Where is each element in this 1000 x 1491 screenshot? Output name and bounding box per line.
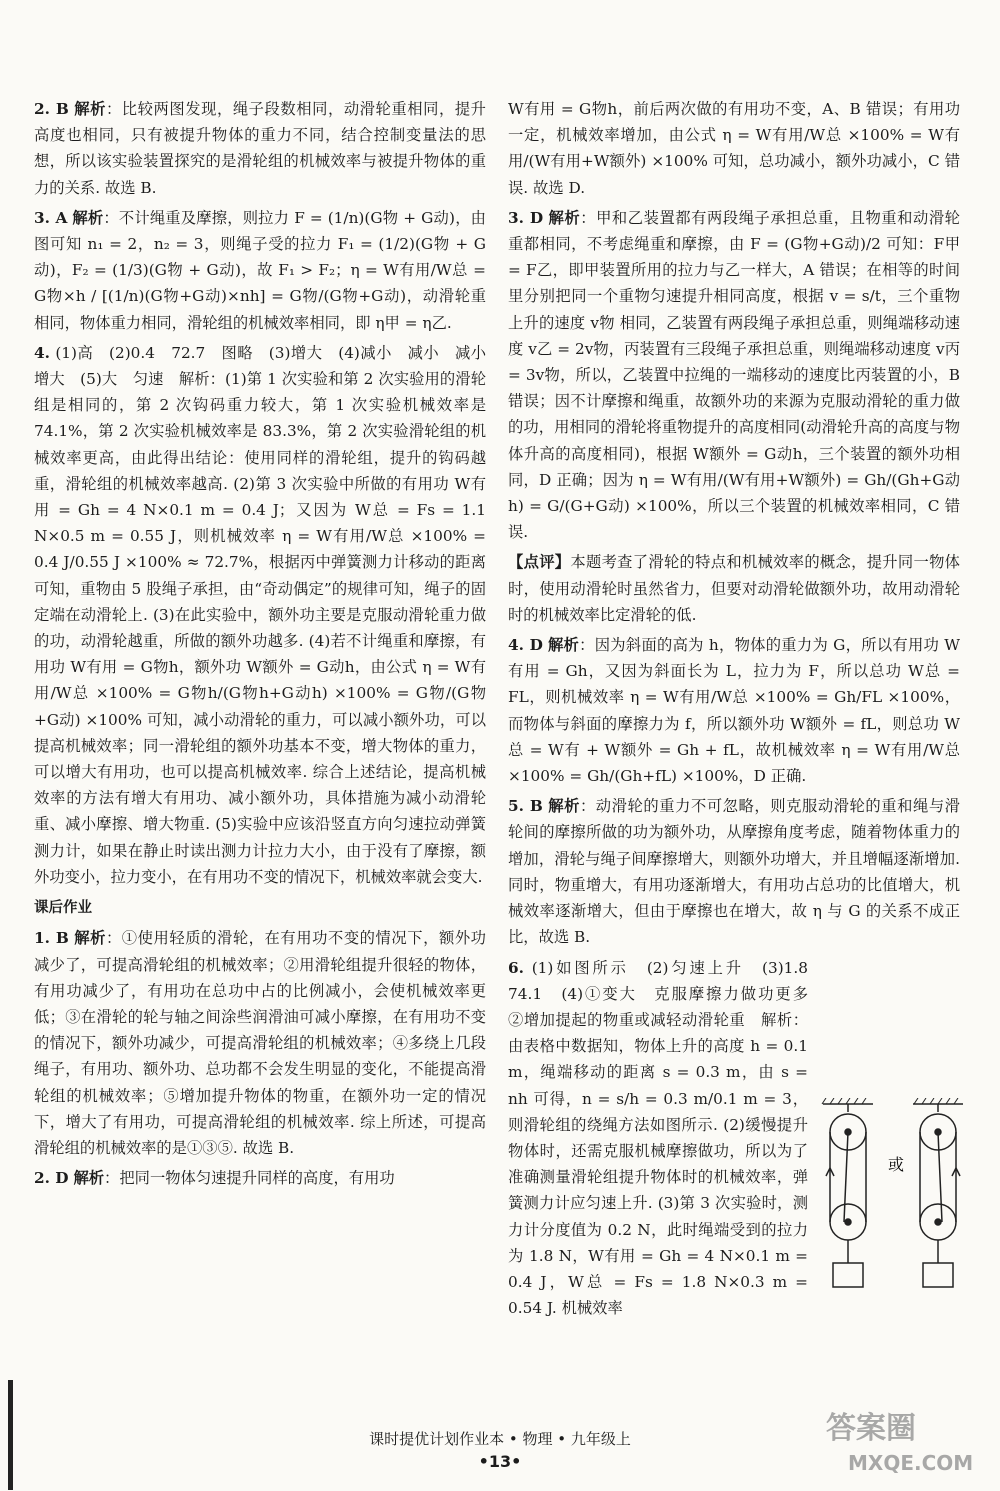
analysis-label: 解析 [547, 636, 580, 655]
pulley-system-left [822, 1098, 873, 1287]
question-number: 3. D [508, 208, 544, 227]
question-number: 1. B [34, 929, 69, 948]
question-number: 4. [34, 343, 50, 362]
answer-item [508, 96, 960, 201]
answer-item [34, 340, 502, 890]
analysis-label: 解析 [72, 208, 104, 227]
question-number: 6. [508, 958, 524, 977]
remark-label: 【点评】 [508, 553, 571, 572]
analysis-text: ：不计绳重及摩擦，则拉力 F = (1/n)(G物 + G动)，由图可知 n₁ = 2，n₂ = 3，则绳子受的拉力 F₁ = (1/2)(G物 + G动)，F₂ = (1/3)(G物 + G动)，故 F₁ > F₂；η = W有用/W总 = G物×h / [(1/n)(G物+G动)×nh] = G物/(G物+G动)，动滑轮重相同，物体重力相同，滑轮组的机械效率相同，即 η甲 = η乙. [34, 208, 486, 332]
or-label: 或 [888, 1155, 905, 1174]
question-number: 5. B [508, 797, 543, 816]
analysis-text: ：动滑轮的重力不可忽略，则克服动滑轮的重和绳与滑轮间的摩擦所做的功为额外功，从摩擦角度考虑，随着物体重力的增加，滑轮与绳子间摩擦增大，则额外功增大，并且增幅逐渐增加. 同时，物重增大，有用功逐渐增大，有用功占总功的比值增大，机械效率逐渐增大，但由于摩擦也在增大，故 η 与 G 的关系不成正比，故选 B. [508, 797, 960, 947]
analysis-label: 解析 [74, 100, 106, 118]
answer-item [34, 205, 486, 336]
analysis-label: 解析 [73, 1169, 105, 1188]
pulley-system-right [913, 1098, 963, 1287]
analysis-text: ：①使用轻质的滑轮，在有用功不变的情况下，额外功减少了，可提高滑轮组的机械效率；②用滑轮组提升很轻的物体，有用功减少了，有用功在总功中占的比例减小，会使机械效率更低；③在滑轮的轮与轴之间涂些润滑油可减小摩擦，在有用功不变的情况下，额外功减少，可提高滑轮组的机械效率；④多绕上几段绳子，有用功、额外功、总功都不会发生明显的变化，不能提高滑轮组的机械效率；⑤增加提升物体的物重，在额外功一定的情况下，增大了有用功，可提高滑轮组的机械效率. 综上所述，可提高滑轮组的机械效率的是①③⑤. 故选 B. [34, 929, 486, 1157]
question-number: 3. A [34, 208, 68, 227]
analysis-text: W有用 = G物h，前后两次做的有用功不变，A、B 错误；有用功一定，机械效率增加，由公式 η = W有用/W总 ×100% = W有用/(W有用+W额外) ×100% 可知，总功减小，额外功减小，C 错误. 故选 D. [508, 100, 960, 197]
analysis-text: (1)如图所示 (2)匀速上升 (3)1.8 74.1 (4)①变大 克服摩擦力做功更多 ②增加提起的物重或减轻动滑轮重 解析：由表格中数据知，物体上升的高度 h = 0.1 m，绳端移动的距离 s = 0.3 m，由 s = nh 可得，n = s/h = 0.3 m/0.1 m = 3，则滑轮组的绕绳方法如图所示. (2)缓慢提升物体时，还需克服机械摩擦做功，所以为了准确测量滑轮组提升物体时的机械效率，弹簧测力计应匀速上升. (3)第 3 次实验时，测力计分度值为 0.2 N，此时绳端受到的拉力为 1.8 N，W有用 = Gh = 4 N×0.1 m = 0.4 J，W总 = Fs = 1.8 N×0.3 m = 0.54 J. 机械效率 [508, 958, 824, 1318]
answer-item [34, 925, 486, 1161]
question-number: 2. D [34, 1169, 69, 1188]
analysis-text: ：把同一物体匀速提升同样的高度，有用功 [104, 1169, 395, 1188]
pulley-diagram [818, 1098, 968, 1290]
book-footer: 课时提优计划作业本 • 物理 • 九年级上 [369, 1430, 631, 1448]
answer-item [508, 632, 960, 789]
answer-item [34, 1165, 486, 1191]
watermark-logo [818, 1400, 978, 1480]
analysis-label: 解析 [74, 929, 106, 948]
analysis-text: (1)高 (2)0.4 72.7 图略 (3)增大 (4)减小 减小 减小 增大 (5)大 匀速 解析：(1)第 1 次实验和第 2 次实验用的滑轮组是相同的，第 2 次钩码重力较大，第 1 次实验机械效率是 74.1%，第 2 次实验机械效率是 83.3%，第 2 次实验滑轮组的机械效率更高，由此得出结论：使用同样的滑轮组，提升的钩码越重，滑轮组的机械效率越高. (2)第 3 次实验中所做的有用功 W有用 = Gh = 4 N×0.1 m = 0.4 J；又因为 W总 = Fs = 1.1 N×0.5 m = 0.55 J，则机械效率 η = W有用/W总 ×100% = 0.4 J/0.55 J ×100% ≈ 72.7%，根据丙中弹簧测力计移动的距离可知，重物由 5 股绳子承担，由“奇动偶定”的规律可知，绳子的固定端在动滑轮上. (3)在此实验中，额外功主要是克服动滑轮重力做的功，动滑轮越重，所做的额外功越多. (4)若不计绳重和摩擦，有用功 W有用 = G物h，额外功 W额外 = G动h，由公式 η = W有用/W总 ×100% = G物h/(G物h+G动h) ×100% = G物/(G物+G动) ×100% 可知，减小动滑轮的重力，可以减小额外功，可以提高机械效率；同一滑轮组的额外功基本不变，增大物体的重力，可以增大有用功，也可以提高机械效率. 综合上述结论，提高机械效率的方法有增大有用功、减小额外功，具体措施为减小动滑轮重、减小摩擦、增大物重. (5)实验中应该沿竖直方向匀速拉动弹簧测力计，如果在静止时读出测力计拉力大小，由于没有了摩擦，额外功变小，拉力变小，在有用功不变的情况下，机械效率就会变大. [34, 343, 502, 886]
page-number: •13• [478, 1452, 522, 1471]
analysis-text: ：甲和乙装置都有两段绳子承担总重，且物重和动滑轮重都相同，不考虑绳重和摩擦，由 F = (G物+G动)/2 可知：F甲 = F乙，即甲装置所用的拉力与乙一样大，A 错误；在相等的时间里分别把同一个重物匀速提升相同高度，根据 v = s/t，三个重物上升的速度 v物 相同，乙装置有两段绳子承担总重，则绳端移动速度 v乙 = 2v物，丙装置有三段绳子承担总重，则绳端移动速度 v丙 = 3v物，所以，乙装置中拉绳的一端移动的速度比丙装置的小，B 错误；因不计摩擦和绳重，故额外功的来源为克服动滑轮的重力做的功，用相同的滑轮将重物提升的高度相同(动滑轮升高的高度与物体升高的高度相同)，根据 W额外 = G动h，三个装置的额外功相同，D 正确；因为 η = W有用/(W有用+W额外) = Gh/(Gh+G动h) = G/(G+G动) ×100%，所以三个装置的机械效率相同，C 错误. [508, 208, 960, 542]
analysis-label: 解析 [548, 797, 580, 816]
answer-item [508, 205, 960, 546]
question-number: 2. B [34, 100, 69, 118]
watermark-url: MXQE.COM [848, 1451, 974, 1475]
analysis-text: ：比较两图发现，绳子段数相同，动滑轮重相同，提升高度也相同，只有被提升物体的重力不同，结合控制变量法的思想，所以该实验装置探究的是滑轮组的机械效率与被提升物体的重力的关系. 故选 B. [34, 100, 486, 197]
remark-item [508, 549, 960, 628]
answer-item [508, 793, 960, 950]
answer-item [508, 955, 824, 1322]
analysis-label: 解析 [548, 208, 581, 227]
watermark-text: 答案圈 [826, 1411, 916, 1446]
answer-item [34, 96, 486, 201]
remark-text: 本题考查了滑轮的特点和机械效率的概念，提升同一物体时，使用动滑轮时虽然省力，但要对动滑轮做额外功，故用动滑轮时的机械效率比定滑轮的低. [508, 553, 960, 624]
question-number: 4. D [508, 636, 543, 655]
section-heading: 课后作业 [34, 900, 92, 917]
analysis-text: ：因为斜面的高为 h，物体的重力为 G，所以有用功 W有用 = Gh，又因为斜面长为 L，拉力为 F，所以总功 W总 = FL，则机械效率 η = W有用/W总 ×100% = Gh/FL ×100%，而物体与斜面的摩擦力为 f，所以额外功 W额外 = fL，则总功 W总 = W有 + W额外 = Gh + fL，故机械效率 η = W有用/W总 ×100% = Gh/(Gh+fL) ×100%，D 正确. [508, 636, 960, 786]
left-column [34, 96, 502, 1195]
